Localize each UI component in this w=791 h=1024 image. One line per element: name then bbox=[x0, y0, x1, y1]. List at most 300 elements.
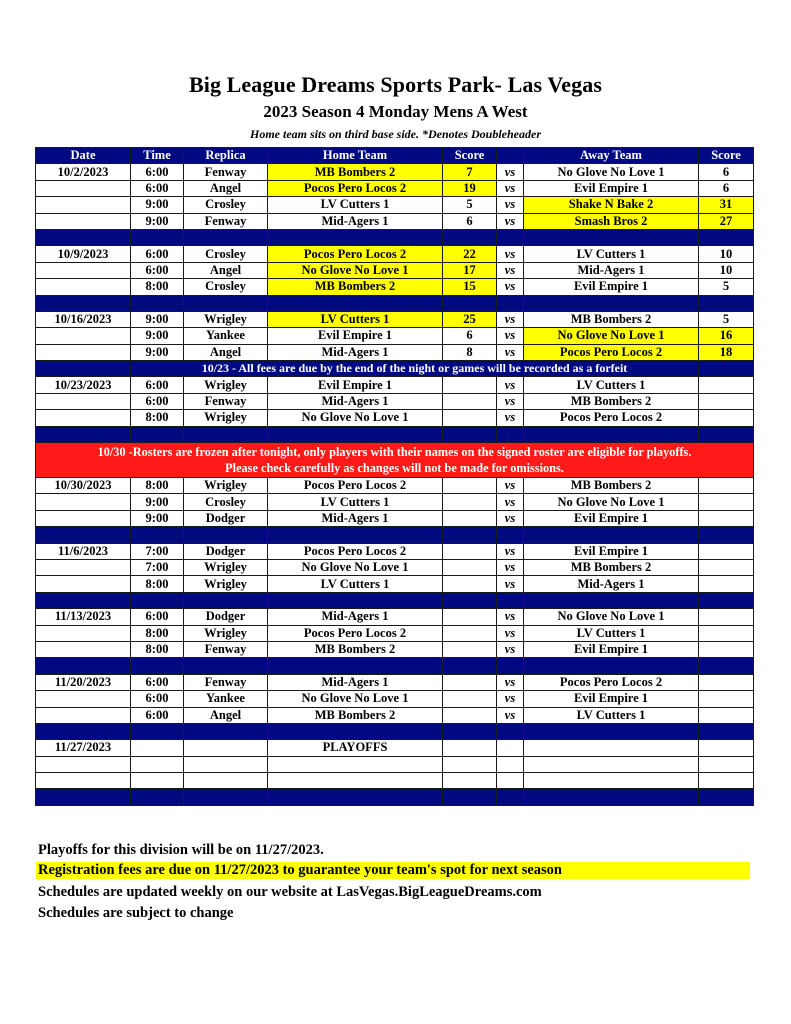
schedule-table bbox=[35, 147, 754, 806]
away-score bbox=[699, 478, 754, 494]
separator-cell bbox=[131, 592, 184, 608]
home-score bbox=[443, 377, 497, 393]
away-score bbox=[699, 393, 754, 409]
game-time bbox=[131, 740, 184, 756]
game-row bbox=[36, 328, 754, 344]
separator-row bbox=[36, 527, 754, 543]
game-replica-field: Fenway bbox=[184, 164, 268, 180]
separator-cell bbox=[131, 789, 184, 805]
separator-cell bbox=[443, 527, 497, 543]
home-score bbox=[443, 510, 497, 526]
game-row bbox=[36, 410, 754, 426]
game-row bbox=[36, 344, 754, 360]
header-row bbox=[36, 148, 754, 164]
home-score bbox=[443, 609, 497, 625]
separator-cell bbox=[268, 789, 443, 805]
vs-label: vs bbox=[497, 262, 524, 278]
home-team: MB Bombers 2 bbox=[268, 707, 443, 723]
game-row bbox=[36, 180, 754, 196]
game-time: 9:00 bbox=[131, 328, 184, 344]
col-vs bbox=[497, 148, 524, 164]
away-team: Evil Empire 1 bbox=[524, 180, 699, 196]
game-row bbox=[36, 543, 754, 559]
home-score bbox=[443, 674, 497, 690]
game-replica-field: Wrigley bbox=[184, 311, 268, 327]
away-score: 16 bbox=[699, 328, 754, 344]
home-score bbox=[443, 543, 497, 559]
away-score bbox=[699, 510, 754, 526]
away-team: No Glove No Love 1 bbox=[524, 164, 699, 180]
separator-cell bbox=[443, 592, 497, 608]
separator-cell bbox=[497, 658, 524, 674]
home-team: PLAYOFFS bbox=[268, 740, 443, 756]
separator-cell bbox=[36, 723, 131, 739]
separator-cell bbox=[268, 592, 443, 608]
separator-cell bbox=[268, 229, 443, 245]
vs-label: vs bbox=[497, 328, 524, 344]
home-score bbox=[443, 410, 497, 426]
away-score bbox=[699, 609, 754, 625]
game-row bbox=[36, 773, 754, 789]
separator-cell bbox=[184, 723, 268, 739]
away-score bbox=[699, 773, 754, 789]
game-row bbox=[36, 311, 754, 327]
game-date: 11/20/2023 bbox=[36, 674, 131, 690]
separator-cell bbox=[443, 658, 497, 674]
home-score: 15 bbox=[443, 279, 497, 295]
game-row bbox=[36, 740, 754, 756]
home-team: Mid-Agers 1 bbox=[268, 393, 443, 409]
home-score: 7 bbox=[443, 164, 497, 180]
separator-cell bbox=[443, 723, 497, 739]
separator-cell bbox=[699, 723, 754, 739]
home-score: 17 bbox=[443, 262, 497, 278]
game-time: 7:00 bbox=[131, 559, 184, 575]
game-date bbox=[36, 328, 131, 344]
game-replica-field: Fenway bbox=[184, 674, 268, 690]
col-away-team: Away Team bbox=[524, 148, 699, 164]
away-team: Pocos Pero Locos 2 bbox=[524, 344, 699, 360]
separator-row bbox=[36, 723, 754, 739]
game-time: 9:00 bbox=[131, 344, 184, 360]
separator-cell bbox=[184, 658, 268, 674]
separator-cell bbox=[36, 789, 131, 805]
home-team: Pocos Pero Locos 2 bbox=[268, 478, 443, 494]
game-replica-field: Crosley bbox=[184, 279, 268, 295]
away-score bbox=[699, 740, 754, 756]
separator-cell bbox=[699, 658, 754, 674]
game-date bbox=[36, 262, 131, 278]
home-score bbox=[443, 707, 497, 723]
away-score bbox=[699, 625, 754, 641]
separator-cell bbox=[443, 789, 497, 805]
game-date bbox=[36, 180, 131, 196]
separator-cell bbox=[524, 527, 699, 543]
away-score: 6 bbox=[699, 164, 754, 180]
game-replica-field: Crosley bbox=[184, 197, 268, 213]
separator-cell bbox=[268, 527, 443, 543]
home-score: 6 bbox=[443, 328, 497, 344]
home-team: MB Bombers 2 bbox=[268, 164, 443, 180]
game-time: 9:00 bbox=[131, 494, 184, 510]
away-team: Evil Empire 1 bbox=[524, 543, 699, 559]
game-row bbox=[36, 625, 754, 641]
game-replica-field: Dodger bbox=[184, 543, 268, 559]
separator-cell bbox=[497, 592, 524, 608]
home-team: Pocos Pero Locos 2 bbox=[268, 625, 443, 641]
vs-label: vs bbox=[497, 609, 524, 625]
game-date bbox=[36, 756, 131, 772]
home-team: LV Cutters 1 bbox=[268, 576, 443, 592]
separator-cell bbox=[699, 527, 754, 543]
notice-spacer bbox=[36, 361, 131, 377]
home-team: LV Cutters 1 bbox=[268, 197, 443, 213]
game-time: 8:00 bbox=[131, 625, 184, 641]
home-team: Mid-Agers 1 bbox=[268, 213, 443, 229]
separator-cell bbox=[36, 426, 131, 442]
home-score bbox=[443, 773, 497, 789]
home-team: MB Bombers 2 bbox=[268, 279, 443, 295]
away-team: MB Bombers 2 bbox=[524, 393, 699, 409]
game-row bbox=[36, 559, 754, 575]
away-team: Mid-Agers 1 bbox=[524, 262, 699, 278]
vs-label: vs bbox=[497, 393, 524, 409]
vs-label: vs bbox=[497, 641, 524, 657]
game-date bbox=[36, 641, 131, 657]
game-date bbox=[36, 707, 131, 723]
game-replica-field: Fenway bbox=[184, 393, 268, 409]
separator-cell bbox=[699, 789, 754, 805]
vs-label: vs bbox=[497, 707, 524, 723]
home-score bbox=[443, 478, 497, 494]
game-replica-field: Yankee bbox=[184, 691, 268, 707]
game-date: 10/16/2023 bbox=[36, 311, 131, 327]
away-team: MB Bombers 2 bbox=[524, 311, 699, 327]
separator-cell bbox=[131, 658, 184, 674]
game-time: 7:00 bbox=[131, 543, 184, 559]
separator-cell bbox=[36, 229, 131, 245]
separator-cell bbox=[131, 229, 184, 245]
game-date: 11/13/2023 bbox=[36, 609, 131, 625]
game-date bbox=[36, 344, 131, 360]
fee-notice: 10/23 - All fees are due by the end of the night or games will be recorded as a forfeit bbox=[131, 361, 699, 377]
game-time bbox=[131, 773, 184, 789]
away-team: Evil Empire 1 bbox=[524, 510, 699, 526]
roster-alert-row bbox=[36, 443, 754, 478]
game-replica-field: Crosley bbox=[184, 494, 268, 510]
vs-label: vs bbox=[497, 279, 524, 295]
away-score bbox=[699, 410, 754, 426]
disclaimer-note: Schedules are subject to change bbox=[38, 905, 234, 921]
vs-label: vs bbox=[497, 344, 524, 360]
home-team: Mid-Agers 1 bbox=[268, 510, 443, 526]
away-team: Evil Empire 1 bbox=[524, 279, 699, 295]
separator-cell bbox=[36, 592, 131, 608]
game-date bbox=[36, 691, 131, 707]
game-row bbox=[36, 393, 754, 409]
home-team: Mid-Agers 1 bbox=[268, 609, 443, 625]
game-replica-field: Wrigley bbox=[184, 410, 268, 426]
home-team bbox=[268, 756, 443, 772]
home-score bbox=[443, 393, 497, 409]
website-note: Schedules are updated weekly on our website at LasVegas.BigLeagueDreams.com bbox=[38, 884, 542, 900]
home-team: Evil Empire 1 bbox=[268, 377, 443, 393]
vs-label bbox=[497, 773, 524, 789]
home-score: 19 bbox=[443, 180, 497, 196]
game-replica-field: Angel bbox=[184, 180, 268, 196]
vs-label: vs bbox=[497, 197, 524, 213]
separator-cell bbox=[184, 426, 268, 442]
away-score bbox=[699, 707, 754, 723]
separator-cell bbox=[268, 658, 443, 674]
home-score: 25 bbox=[443, 311, 497, 327]
separator-cell bbox=[524, 592, 699, 608]
home-score bbox=[443, 559, 497, 575]
vs-label: vs bbox=[497, 410, 524, 426]
home-team: Pocos Pero Locos 2 bbox=[268, 246, 443, 262]
game-row bbox=[36, 609, 754, 625]
game-time: 6:00 bbox=[131, 609, 184, 625]
separator-row bbox=[36, 295, 754, 311]
separator-cell bbox=[268, 426, 443, 442]
separator-cell bbox=[699, 426, 754, 442]
home-team: Mid-Agers 1 bbox=[268, 344, 443, 360]
vs-label: vs bbox=[497, 180, 524, 196]
separator-cell bbox=[699, 592, 754, 608]
home-team bbox=[268, 773, 443, 789]
separator-cell bbox=[699, 229, 754, 245]
home-score: 5 bbox=[443, 197, 497, 213]
away-score: 31 bbox=[699, 197, 754, 213]
separator-row bbox=[36, 426, 754, 442]
game-time: 6:00 bbox=[131, 377, 184, 393]
game-time: 9:00 bbox=[131, 213, 184, 229]
game-date bbox=[36, 576, 131, 592]
away-score bbox=[699, 543, 754, 559]
separator-cell bbox=[443, 295, 497, 311]
away-score: 18 bbox=[699, 344, 754, 360]
game-row bbox=[36, 641, 754, 657]
game-time: 8:00 bbox=[131, 279, 184, 295]
home-score bbox=[443, 691, 497, 707]
separator-cell bbox=[268, 295, 443, 311]
separator-cell bbox=[524, 789, 699, 805]
game-date bbox=[36, 559, 131, 575]
vs-label: vs bbox=[497, 691, 524, 707]
game-time: 8:00 bbox=[131, 410, 184, 426]
game-date: 11/6/2023 bbox=[36, 543, 131, 559]
separator-cell bbox=[524, 723, 699, 739]
home-score bbox=[443, 494, 497, 510]
game-date bbox=[36, 773, 131, 789]
away-team: MB Bombers 2 bbox=[524, 559, 699, 575]
vs-label: vs bbox=[497, 377, 524, 393]
game-time: 6:00 bbox=[131, 707, 184, 723]
vs-label: vs bbox=[497, 311, 524, 327]
separator-cell bbox=[497, 789, 524, 805]
separator-cell bbox=[443, 426, 497, 442]
game-time: 8:00 bbox=[131, 641, 184, 657]
separator-cell bbox=[131, 527, 184, 543]
separator-cell bbox=[131, 723, 184, 739]
game-row bbox=[36, 576, 754, 592]
separator-cell bbox=[497, 723, 524, 739]
game-row bbox=[36, 707, 754, 723]
vs-label: vs bbox=[497, 246, 524, 262]
game-replica-field: Wrigley bbox=[184, 559, 268, 575]
home-score bbox=[443, 625, 497, 641]
game-time: 9:00 bbox=[131, 311, 184, 327]
notice-spacer bbox=[699, 361, 754, 377]
away-score: 5 bbox=[699, 311, 754, 327]
away-team: Shake N Bake 2 bbox=[524, 197, 699, 213]
home-team: Pocos Pero Locos 2 bbox=[268, 543, 443, 559]
home-score bbox=[443, 756, 497, 772]
away-team: Evil Empire 1 bbox=[524, 641, 699, 657]
away-score: 10 bbox=[699, 246, 754, 262]
game-date bbox=[36, 213, 131, 229]
game-replica-field: Fenway bbox=[184, 641, 268, 657]
away-team: LV Cutters 1 bbox=[524, 625, 699, 641]
separator-cell bbox=[524, 229, 699, 245]
separator-cell bbox=[497, 295, 524, 311]
game-replica-field: Dodger bbox=[184, 609, 268, 625]
away-team bbox=[524, 773, 699, 789]
away-score bbox=[699, 691, 754, 707]
col-away-score: Score bbox=[699, 148, 754, 164]
game-replica-field: Wrigley bbox=[184, 625, 268, 641]
separator-cell bbox=[443, 229, 497, 245]
home-team-note: Home team sits on third base side. *Denotes Doubleheader bbox=[250, 127, 541, 141]
away-team: Pocos Pero Locos 2 bbox=[524, 410, 699, 426]
away-team: Pocos Pero Locos 2 bbox=[524, 674, 699, 690]
vs-label: vs bbox=[497, 478, 524, 494]
col-home-score: Score bbox=[443, 148, 497, 164]
vs-label: vs bbox=[497, 213, 524, 229]
separator-cell bbox=[184, 295, 268, 311]
game-time: 8:00 bbox=[131, 478, 184, 494]
home-team: No Glove No Love 1 bbox=[268, 262, 443, 278]
separator-cell bbox=[497, 426, 524, 442]
separator-row bbox=[36, 229, 754, 245]
home-team: No Glove No Love 1 bbox=[268, 410, 443, 426]
game-row bbox=[36, 510, 754, 526]
schedule-body bbox=[36, 164, 754, 805]
away-team bbox=[524, 756, 699, 772]
away-score bbox=[699, 377, 754, 393]
away-team: No Glove No Love 1 bbox=[524, 328, 699, 344]
playoffs-note: Playoffs for this division will be on 11/27/2023. bbox=[38, 842, 324, 858]
game-time: 6:00 bbox=[131, 164, 184, 180]
away-team: No Glove No Love 1 bbox=[524, 494, 699, 510]
vs-label bbox=[497, 756, 524, 772]
game-replica-field bbox=[184, 740, 268, 756]
game-date bbox=[36, 197, 131, 213]
separator-cell bbox=[497, 527, 524, 543]
game-time: 6:00 bbox=[131, 246, 184, 262]
game-date bbox=[36, 279, 131, 295]
col-date: Date bbox=[36, 148, 131, 164]
game-date bbox=[36, 510, 131, 526]
away-team: MB Bombers 2 bbox=[524, 478, 699, 494]
separator-row bbox=[36, 592, 754, 608]
away-team: LV Cutters 1 bbox=[524, 377, 699, 393]
notice-row bbox=[36, 361, 754, 377]
game-date: 10/23/2023 bbox=[36, 377, 131, 393]
game-time: 9:00 bbox=[131, 510, 184, 526]
away-score: 10 bbox=[699, 262, 754, 278]
game-date: 10/2/2023 bbox=[36, 164, 131, 180]
away-score bbox=[699, 756, 754, 772]
vs-label: vs bbox=[497, 559, 524, 575]
game-row bbox=[36, 197, 754, 213]
vs-label: vs bbox=[497, 494, 524, 510]
separator-cell bbox=[184, 592, 268, 608]
separator-cell bbox=[497, 229, 524, 245]
vs-label: vs bbox=[497, 164, 524, 180]
roster-alert-line: Please check carefully as changes will not be made for omissions. bbox=[225, 461, 564, 476]
col-time: Time bbox=[131, 148, 184, 164]
game-replica-field: Wrigley bbox=[184, 478, 268, 494]
away-score: 27 bbox=[699, 213, 754, 229]
home-score: 8 bbox=[443, 344, 497, 360]
home-score bbox=[443, 576, 497, 592]
game-date: 10/30/2023 bbox=[36, 478, 131, 494]
game-time: 6:00 bbox=[131, 393, 184, 409]
separator-cell bbox=[131, 426, 184, 442]
vs-label: vs bbox=[497, 625, 524, 641]
game-date bbox=[36, 410, 131, 426]
game-date: 10/9/2023 bbox=[36, 246, 131, 262]
away-team: Mid-Agers 1 bbox=[524, 576, 699, 592]
away-score bbox=[699, 494, 754, 510]
separator-cell bbox=[184, 789, 268, 805]
away-score bbox=[699, 641, 754, 657]
home-team: Mid-Agers 1 bbox=[268, 674, 443, 690]
game-replica-field: Yankee bbox=[184, 328, 268, 344]
game-time: 6:00 bbox=[131, 691, 184, 707]
roster-alert-line: 10/30 -Rosters are frozen after tonight, only players with their names on the signed roster are eligible for playoffs. bbox=[97, 445, 692, 460]
vs-label: vs bbox=[497, 674, 524, 690]
vs-label: vs bbox=[497, 543, 524, 559]
separator-cell bbox=[36, 295, 131, 311]
game-time: 6:00 bbox=[131, 674, 184, 690]
game-time: 9:00 bbox=[131, 197, 184, 213]
vs-label: vs bbox=[497, 576, 524, 592]
away-team: No Glove No Love 1 bbox=[524, 609, 699, 625]
separator-cell bbox=[36, 527, 131, 543]
vs-label bbox=[497, 740, 524, 756]
game-row bbox=[36, 279, 754, 295]
away-score: 6 bbox=[699, 180, 754, 196]
game-replica-field: Wrigley bbox=[184, 377, 268, 393]
separator-row bbox=[36, 658, 754, 674]
separator-cell bbox=[184, 527, 268, 543]
game-row bbox=[36, 691, 754, 707]
col-replica: Replica bbox=[184, 148, 268, 164]
separator-row bbox=[36, 789, 754, 805]
home-team: LV Cutters 1 bbox=[268, 311, 443, 327]
game-row bbox=[36, 262, 754, 278]
away-score bbox=[699, 576, 754, 592]
separator-cell bbox=[36, 658, 131, 674]
home-score bbox=[443, 740, 497, 756]
separator-cell bbox=[524, 426, 699, 442]
registration-note: Registration fees are due on 11/27/2023 to guarantee your team's spot for next season bbox=[36, 862, 750, 879]
away-team: Smash Bros 2 bbox=[524, 213, 699, 229]
game-time: 6:00 bbox=[131, 180, 184, 196]
game-row bbox=[36, 213, 754, 229]
